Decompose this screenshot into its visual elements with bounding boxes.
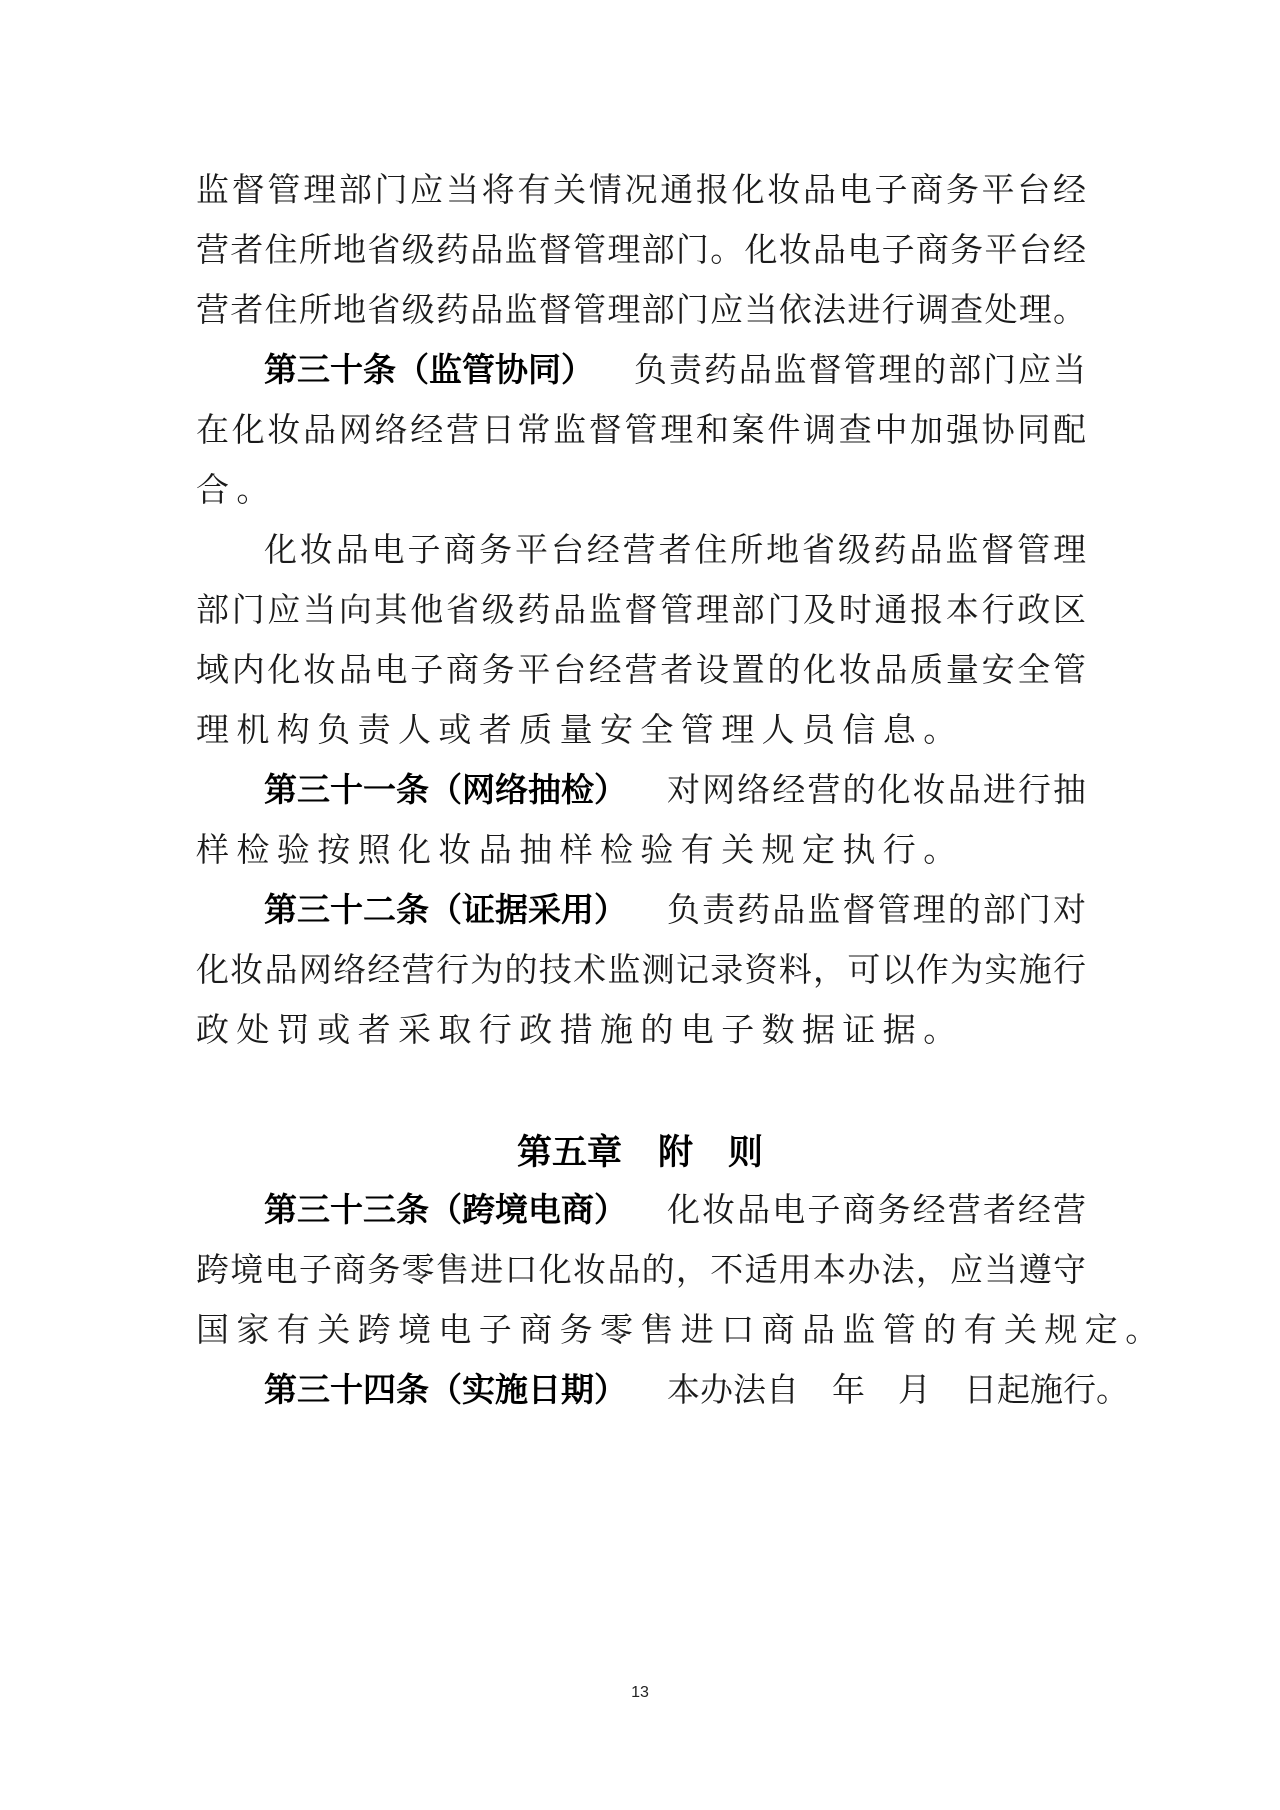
- article-32-heading: 第三十二条（证据采用）: [264, 890, 627, 929]
- text-line: 化妆品网络经营行为的技术监测记录资料，可以作为实施行: [196, 950, 1086, 989]
- chapter-heading: [0, 1128, 1280, 1178]
- article-32-body: 负责药品监督管理的部门对: [667, 890, 1086, 929]
- text-line: 样检验按照化妆品抽样检验有关规定执行。: [196, 830, 964, 869]
- text-line: 在化妆品网络经营日常监督管理和案件调查中加强协同配: [196, 410, 1086, 449]
- article-31-heading: 第三十一条（网络抽检）: [264, 770, 627, 809]
- text-line: 域内化妆品电子商务平台经营者设置的化妆品质量安全管: [196, 650, 1086, 689]
- article-33-first-line: [264, 1187, 1086, 1233]
- article-31-first-line: [264, 767, 1086, 813]
- article-34-heading: 第三十四条（实施日期）: [264, 1370, 627, 1409]
- text-line: 营者住所地省级药品监督管理部门应当依法进行调查处理。: [196, 290, 1086, 329]
- text-line: 监督管理部门应当将有关情况通报化妆品电子商务平台经: [196, 170, 1086, 209]
- text-line: 跨境电子商务零售进口化妆品的，不适用本办法，应当遵守: [196, 1250, 1086, 1289]
- text-line: 部门应当向其他省级药品监督管理部门及时通报本行政区: [196, 590, 1086, 629]
- chapter-number: 第五章: [516, 1133, 622, 1173]
- article-30-body: 负责药品监督管理的部门应当: [634, 350, 1086, 389]
- text-line: 政处罚或者采取行政措施的电子数据证据。: [196, 1010, 964, 1049]
- page-number: 13: [631, 1684, 649, 1701]
- chapter-title: 附 则: [658, 1133, 764, 1173]
- text-line: 理机构负责人或者质量安全管理人员信息。: [196, 710, 964, 749]
- article-33-heading: 第三十三条（跨境电商）: [264, 1190, 627, 1229]
- text-line: 合。: [196, 470, 277, 509]
- article-31-body: 对网络经营的化妆品进行抽: [667, 770, 1086, 809]
- text-line: 营者住所地省级药品监督管理部门。化妆品电子商务平台经: [196, 230, 1086, 269]
- article-34-body: 本办法自 年 月 日起施行。: [667, 1370, 1129, 1409]
- article-34-first-line: [264, 1367, 1129, 1413]
- article-32-first-line: [264, 887, 1086, 933]
- text-line: 化妆品电子商务平台经营者住所地省级药品监督管理: [264, 530, 1086, 569]
- article-30-first-line: [264, 347, 1086, 393]
- article-33-body: 化妆品电子商务经营者经营: [667, 1190, 1086, 1229]
- article-30-heading: 第三十条（监管协同）: [264, 350, 594, 389]
- text-line: 国家有关跨境电子商务零售进口商品监管的有关规定。: [196, 1310, 1166, 1349]
